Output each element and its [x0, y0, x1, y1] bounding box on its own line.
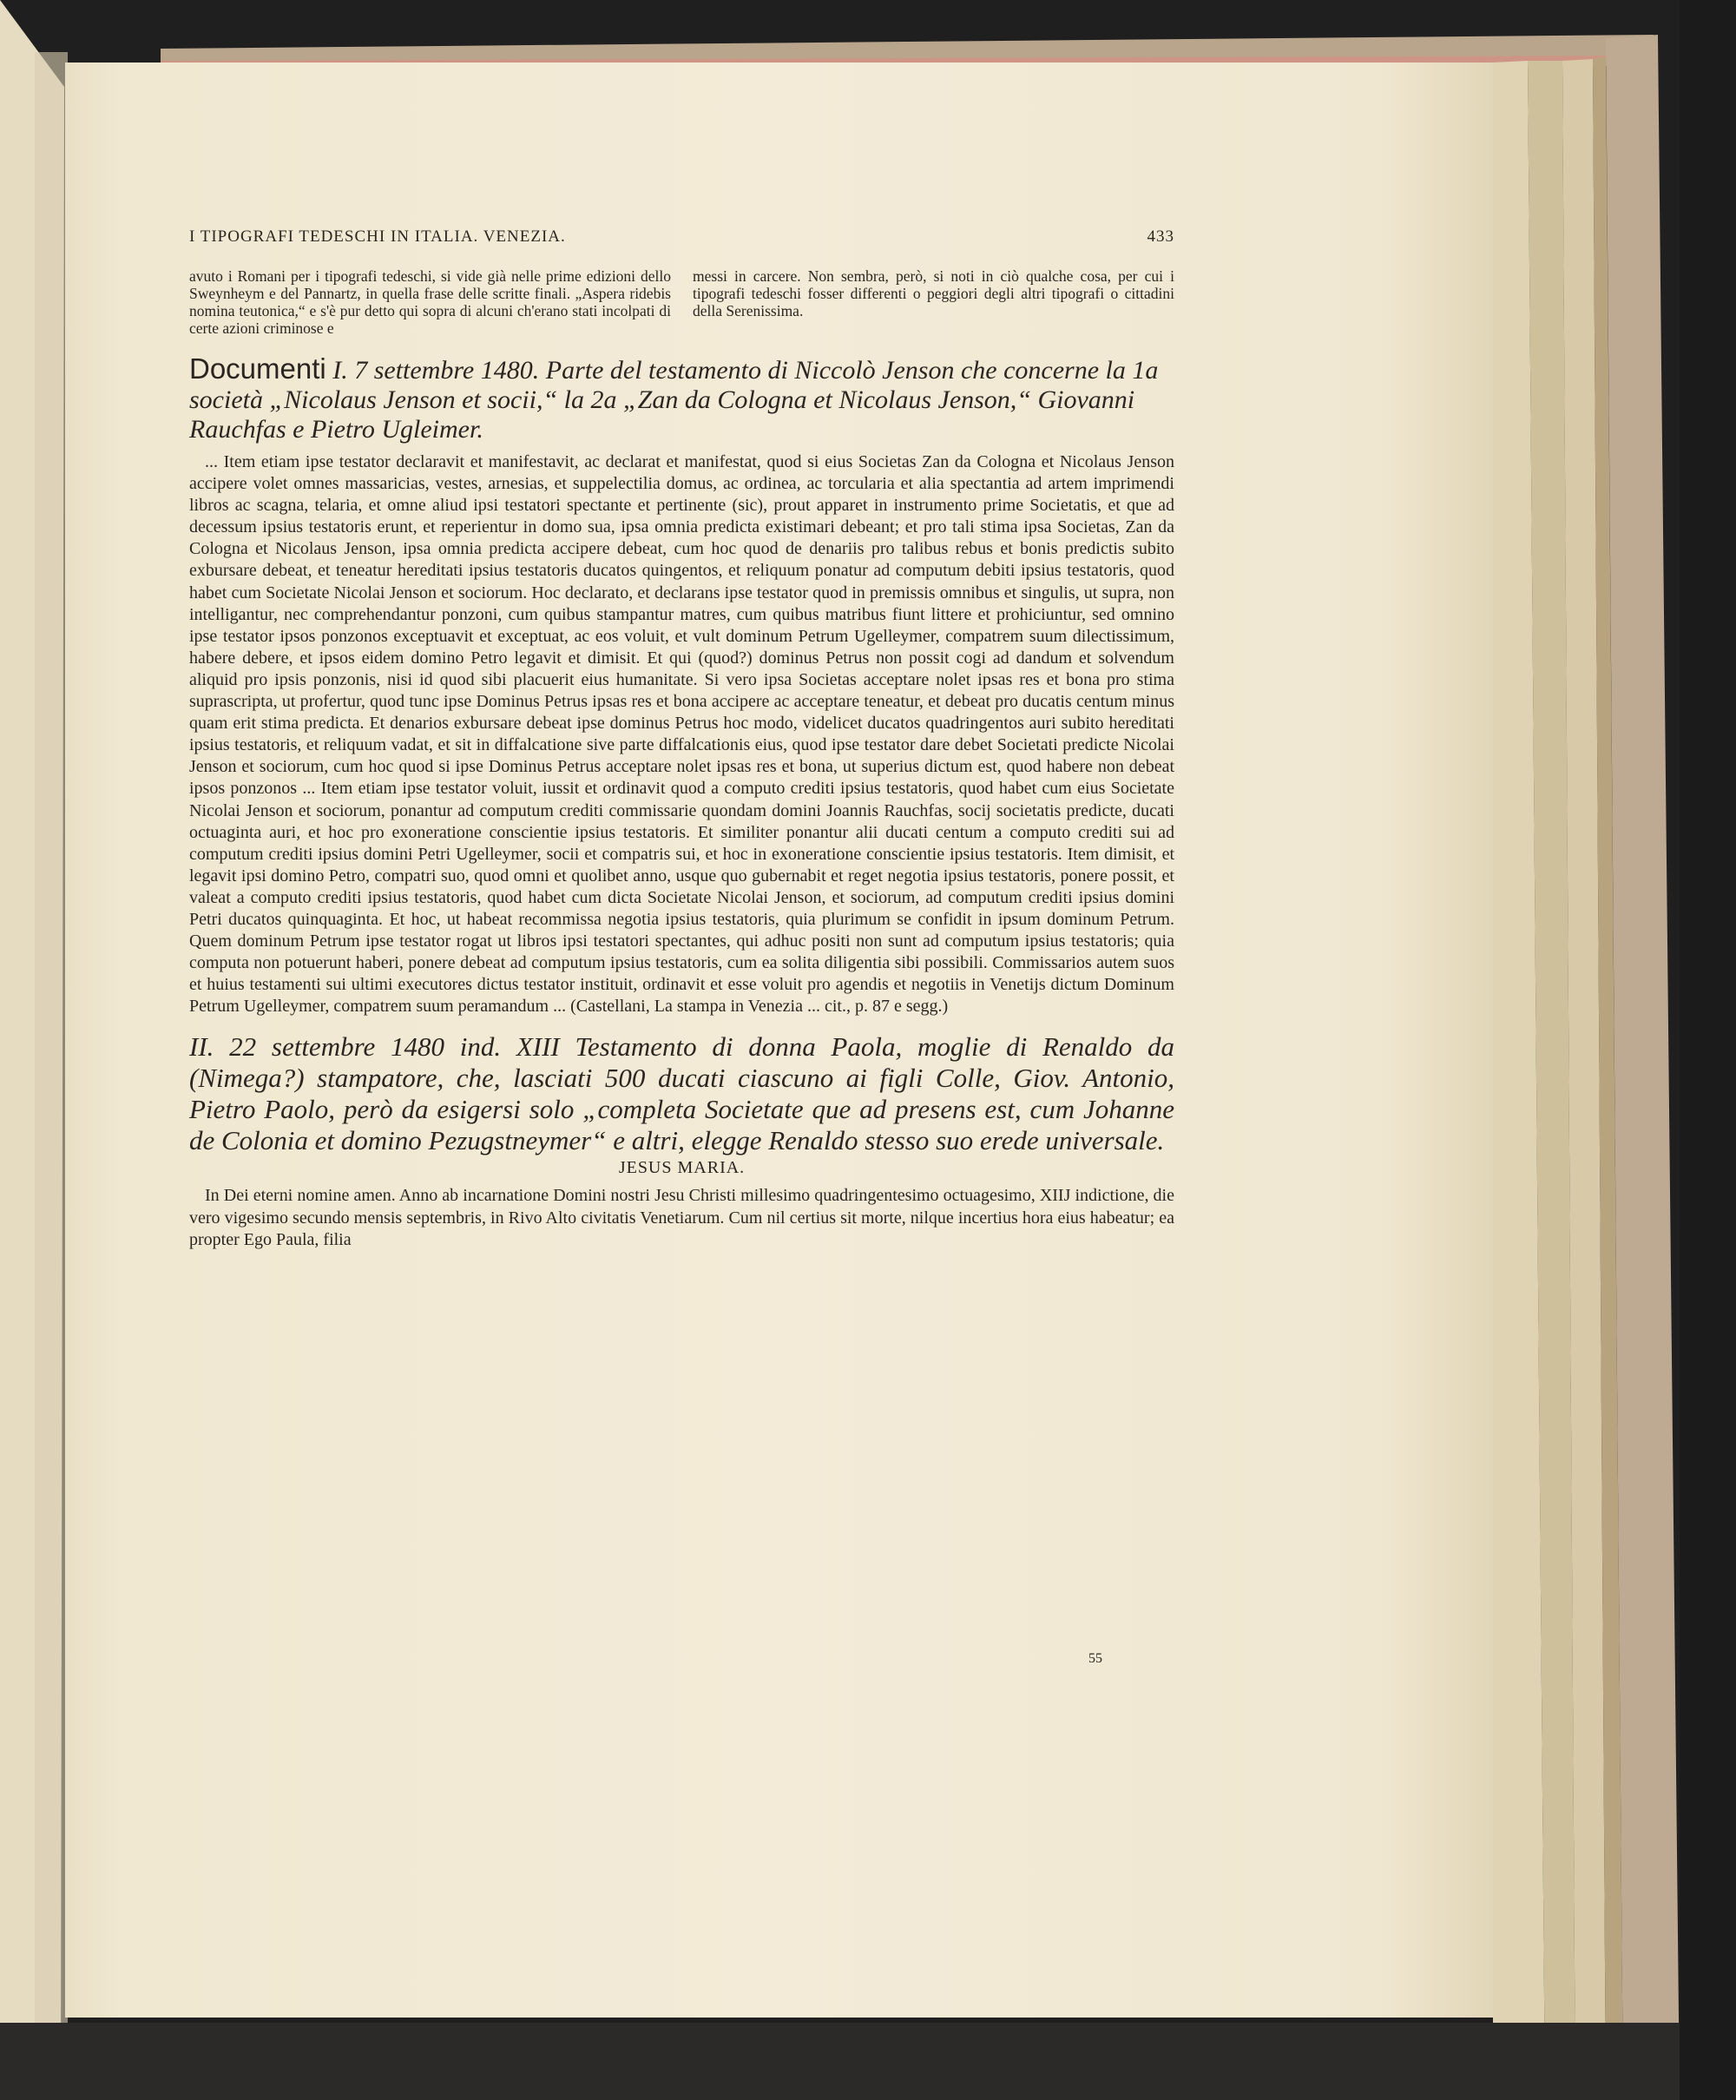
intro-right-column: messi in carcere. Non sembra, però, si noti in ciò qualche cosa, per cui i tipografi tedeschi fosser differenti o peggiori degli altri tipografi o cittadini della Serenissima.	[693, 267, 1174, 319]
document-2-subtitle: JESUS MARIA.	[618, 1158, 746, 1178]
intro-left-column: avuto i Romani per i tipografi tedeschi, si vide già nelle prime edizioni dello Sweynheym e del Pannartz, in quella frase delle scritte finali. „Aspera ridebis nomina teutonica,“ e s'è pur detto qui sopra di alcuni ch'erano stati incolpati di certe azioni criminose e	[189, 267, 671, 337]
document-1-heading	[189, 354, 1174, 444]
document-1-title: I. 7 settembre 1480. Parte del testamento di Niccolò Jenson che concerne la 1a società „Nicolaus Jenson et socii,“ la 2a „Zan da Cologna et Nicolaus Jenson,“ Giovanni Rauchfas e Pietro Ugleimer.	[189, 356, 1159, 444]
folio-signature: 55	[1088, 1651, 1102, 1666]
document-2-body: In Dei eterni nomine amen. Anno ab incarnatione Domini nostri Jesu Christi millesimo quadringentesimo octuagesimo, XIIJ indictione, die vero vigesimo secundo mensis septembris, in Rivo Alto civitatis Venetiarum. Cum nil certius sit morte, nilque incertius hora eius habeatur; ea propter Ego Paula, filia	[189, 1186, 1174, 1249]
running-title: I TIPOGRAFI TEDESCHI IN ITALIA. VENEZIA.	[189, 227, 566, 246]
document-2-heading: II. 22 settembre 1480 ind. XIII Testamento di donna Paola, moglie di Renaldo da (Nimega?) stampatore, che, lasciati 500 ducati ciascuno ai figli Colle, Giov. Antonio, Pietro Paolo, però da esigersi solo „completa Societate que ad presens est, cum Johanne de Colonia et domino Pezugstneymer“ e altri, elegge Renaldo stesso suo erede universale.	[189, 1031, 1174, 1156]
page-text	[189, 227, 1174, 1251]
page-number: 433	[1147, 227, 1174, 246]
documents-label: Documenti	[189, 352, 326, 385]
running-header	[189, 227, 1174, 247]
document-1-body: ... Item etiam ipse testator declaravit et manifestavit, ac declarat et manifestat, quod si eius Societas Zan da Cologna et Nicolaus Jenson accipere volet omnes massaricias, vestes, arnesias, et suppelectilia domus, ac ordinea, ac torcularia et alia spectantia ad artem imprimendi libros ac scagna, telaria, et omne aliud ipsi testatori spectante et pertinente (sic), prout apparet in instrumento prime Societatis, et que ad decessum ipsius testatoris erunt, et reperientur in domo sua, ipsa omnia predicta existimari debeant; et pro tali stima ipsa Societas, Zan da Cologna et Nicolaus Jenson, ipsa omnia predicta accipere debeat, cum hoc quod de denariis pro talibus rebus et bonis predictis subito exbursare debeat, et teneatur hereditati ipsius testatoris ducatos quingentos, et reliquum ponatur ad computum debiti ipsius testatoris, quod habet cum Societate Nicolai Jenson et sociorum. Hoc declarato, et declarans ipse testator quod in premissis omnibus et singulis, ut supra, non intelligantur, nec comprehendantur ponzoni, cum quibus stampantur matres, cum quibus matribus fiunt littere et prohiciuntur, sed omnino ipse testator ipsos ponzonos exceptuavit et exceptuat, ac eos voluit, et vult dominum Petrum Ugelleymer, compatrem suum dilectissimum, habere debere, et ipsos eidem domino Petro legavit et dimisit. Et qui (quod?) dominus Petrus non possit cogi ad dandum et solvendum aliquid pro ipsis ponzonis, nisi id quod sibi placuerit eius humanitate. Si vero ipsa Societas acceptare nolet ipsas res et bona pro stima suprascripta, ut profertur, quod tunc ipse Dominus Petrus ipsas res et bona accipere ac acceptare teneatur, et debeat pro ducatis centum minus quam erit stima predicta. Et denarios exbursare debeat ipse dominus Petrus hoc modo, videlicet ducatos quadringentos auri subito hereditati ipsius testatoris, et reliquum vadat, et sit in diffalcatione sive parte diffalcationis eius, quod ipse testator dare debet Societati predicte Nicolai Jenson et sociorum, cum hoc quod si ipse Dominus Petrus acceptare nolet ipsas res et bona, ut superius dictum est, quod habere non debeat ipsos ponzonos ... Item etiam ipse testator voluit, iussit et ordinavit quod a computo crediti ipsius testatoris, quod habet cum eius Societate Nicolai Jenson et sociorum, ponantur ad computum crediti commissarie quondam domini Joannis Rauchfas, socij societatis predicte, ducati octuaginta auri, et hoc pro exoneratione conscientie ipsius testatoris. Et similiter ponantur alii ducati centum a computo crediti sui ad computum crediti ipsius domini Petri Ugelleymer, socii et compatris sui, et hoc in exoneratione conscientie ipsius testatoris. Item dimisit, et legavit ipsi domino Petro, compatri suo, quod omni et quolibet anno, usque quo gubernabit et reget negotia ipsius testatoris, ponere possit, et valeat a computo crediti ipsius testatoris, quod habet cum dicta Societate Nicolai Jenson, et sociorum, ad computum crediti ipsius domini Petri ducatos quinquaginta. Et hoc, ut habeat recommissa negotia ipsius testatoris, quia plurimum se confidit in ipsum dominum Petrum. Quem dominum Petrum ipse testator rogat ut libros ipsi testatori spectantes, qui adhuc positi non sunt ad computum ipsius testatoris; quia computa non potuerunt haberi, ponere debeat ad computum ipsius testatoris, cum ea solita diligentia sibi possibili. Commissarios autem suos et huius testamenti sui ultimi executores dictus testator instituit, ordinavit et esse voluit pro agendis et negotiis in Venetijs dictum Dominum Petrum Ugelleymer, compatrem suum peramandum ... (Castellani, La stampa in Venezia ... cit., p. 87 e segg.)	[189, 452, 1174, 1017]
intro-columns	[189, 267, 1174, 337]
